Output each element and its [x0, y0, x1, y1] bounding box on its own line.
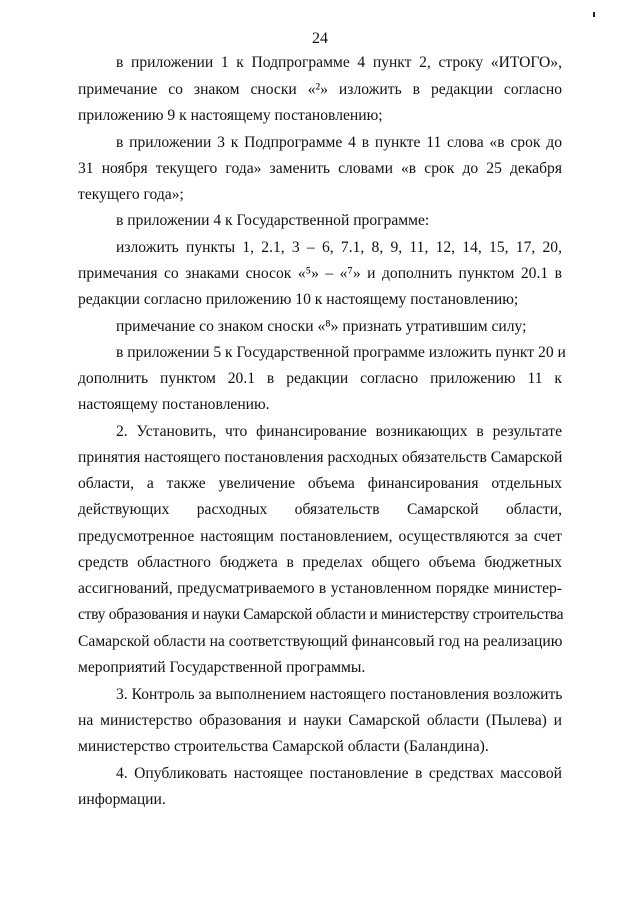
paragraph-8-line-1: 3. Контроль за выполнением настоящего постановления возложить: [116, 686, 563, 703]
paragraph-4-line-2: примечания со знаками сносок «⁵» – «⁷» и дополнить пунктом 20.1 в: [78, 265, 562, 282]
paragraph-2-line-1: в приложении 3 к Подпрограмме 4 в пункте 11 слова «в срок до: [116, 134, 562, 151]
paragraph-5-line-1: примечание со знаком сноски «⁸» признать утратившим силу;: [116, 318, 527, 335]
paragraph-9-line-2: информации.: [78, 791, 166, 808]
paragraph-7-line-10: мероприятий Государственной программы.: [78, 659, 366, 676]
page-number: 24: [312, 30, 328, 47]
paragraph-7-line-6: средств областного бюджета в пределах общего объема бюджетных: [78, 554, 562, 571]
paragraph-7-line-5: предусмотренное настоящим постановлением, осуществляются за счет: [78, 528, 562, 545]
paragraph-9-line-1: 4. Опубликовать настоящее постановление в средствах массовой: [116, 765, 562, 782]
paragraph-1-line-1: в приложении 1 к Подпрограмме 4 пункт 2, строку «ИТОГО»,: [116, 54, 562, 71]
paragraph-7-line-3: области, а также увеличение объема финансирования отдельных: [78, 475, 562, 492]
paragraph-7-line-7: ассигнований, предусматриваемого в установленном порядке министер-: [78, 580, 562, 597]
paragraph-4-line-1: изложить пункты 1, 2.1, 3 – 6, 7.1, 8, 9, 11, 12, 14, 15, 17, 20,: [116, 239, 562, 256]
paragraph-1-line-3: приложению 9 к настоящему постановлению;: [78, 107, 383, 124]
paragraph-6-line-2: дополнить пунктом 20.1 в редакции согласно приложению 11 к: [78, 370, 562, 387]
paragraph-7-line-8: ству образования и науки Самарской области и министерству строительства: [78, 606, 564, 623]
paragraph-8-line-2: на министерство образования и науки Самарской области (Пылева) и: [78, 712, 562, 729]
paragraph-6-line-1: в приложении 5 к Государственной программе изложить пункт 20 и: [116, 344, 566, 361]
paragraph-2-line-2: 31 ноября текущего года» заменить словами «в срок до 25 декабря: [78, 160, 562, 177]
paragraph-8-line-3: министерство строительства Самарской области (Баландина).: [78, 738, 489, 755]
paragraph-3-line-1: в приложении 4 к Государственной программе:: [116, 212, 430, 229]
paragraph-7-line-1: 2. Установить, что финансирование возникающих в результате: [116, 423, 562, 440]
paragraph-4-line-3: редакции согласно приложению 10 к настоящему постановлению;: [78, 291, 519, 308]
paragraph-1-line-2: примечание со знаком сноски «²» изложить в редакции согласно: [78, 81, 562, 98]
paragraph-7-line-4: действующих расходных обязательств Самарской области,: [78, 501, 562, 518]
paragraph-6-line-3: настоящему постановлению.: [78, 396, 270, 413]
scan-speck: [593, 12, 595, 17]
paragraph-2-line-3: текущего года»;: [78, 186, 184, 203]
paragraph-7-line-9: Самарской области на соответствующий финансовый год на реализацию: [78, 633, 563, 650]
paragraph-7-line-2: принятия настоящего постановления расходных обязательств Самарской: [78, 449, 563, 466]
